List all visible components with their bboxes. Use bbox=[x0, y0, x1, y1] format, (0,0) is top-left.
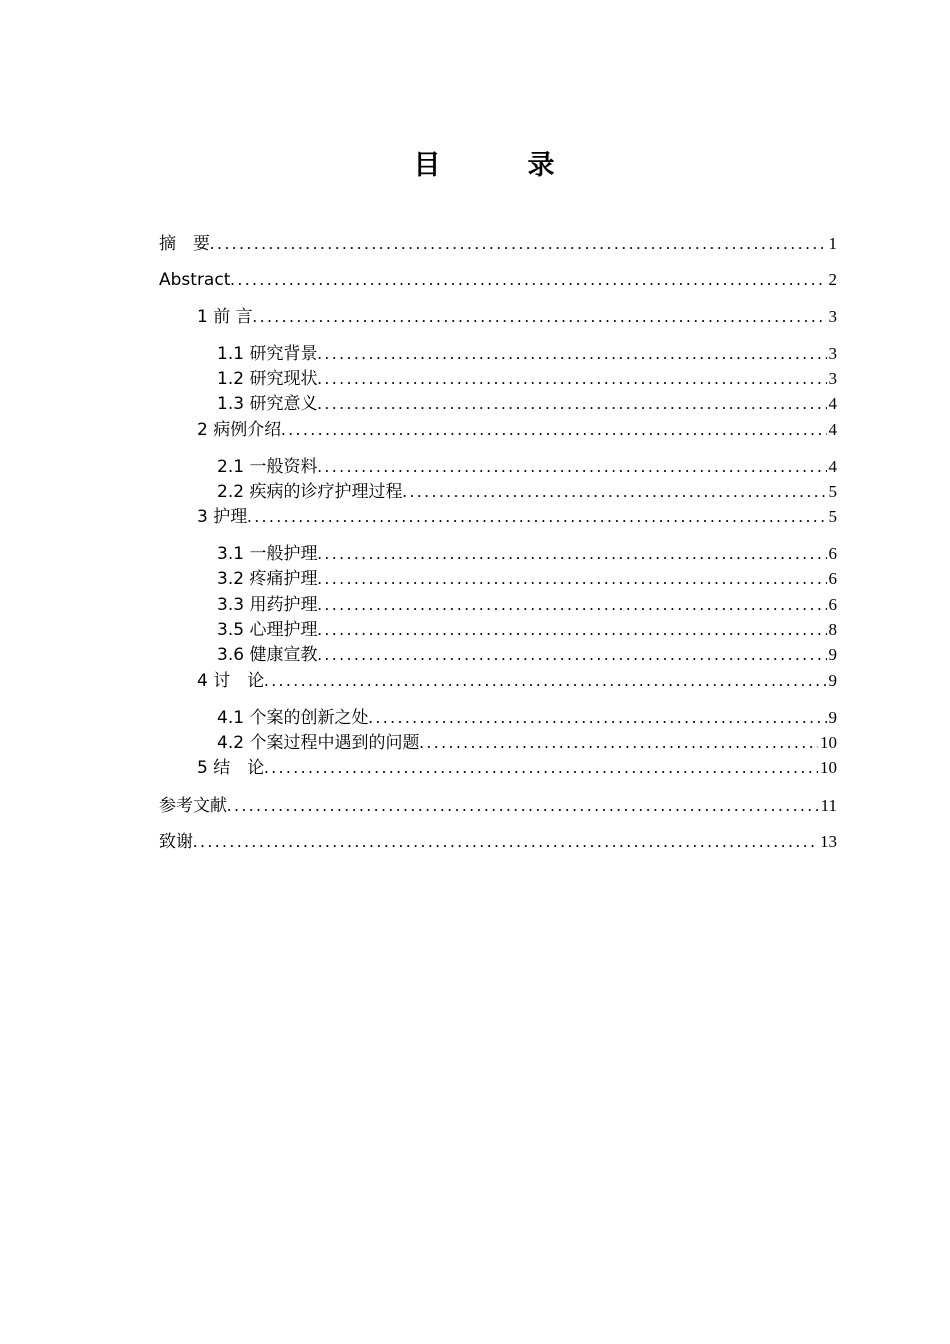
toc-entry-section-3-3[interactable] bbox=[217, 593, 837, 617]
toc-leader-dots bbox=[317, 618, 826, 642]
toc-entry-section-4-1[interactable] bbox=[217, 706, 837, 730]
toc-entry-label: 3.5 心理护理 bbox=[217, 620, 318, 640]
toc-entry-section-3-6[interactable] bbox=[217, 643, 837, 667]
toc-entry-section-3-1[interactable] bbox=[217, 542, 837, 566]
toc-entry-abstract-en[interactable] bbox=[159, 268, 837, 292]
toc-entry-acknowledgements[interactable] bbox=[159, 830, 837, 854]
toc-page-number: 3 bbox=[828, 307, 837, 326]
toc-page-number: 10 bbox=[820, 733, 837, 752]
toc-leader-dots bbox=[230, 268, 826, 292]
toc-entry-label: Abstract bbox=[159, 270, 231, 290]
toc-entry-label: 1 前 言 bbox=[197, 307, 253, 327]
toc-entry-label: 1.2 研究现状 bbox=[217, 369, 318, 389]
toc-page-number: 6 bbox=[828, 595, 837, 614]
toc-page-number: 9 bbox=[828, 645, 837, 664]
toc-entry-label: 致谢 bbox=[159, 832, 193, 852]
toc-entry-label: 5 结 论 bbox=[197, 758, 265, 778]
toc-leader-dots bbox=[368, 706, 826, 730]
toc-leader-dots bbox=[317, 455, 826, 479]
toc-leader-dots bbox=[227, 794, 819, 818]
toc-entry-label: 3 护理 bbox=[197, 507, 248, 527]
toc-entry-section-3-5[interactable] bbox=[217, 618, 837, 642]
toc-page-number: 10 bbox=[820, 758, 837, 777]
toc-entry-section-1-3[interactable] bbox=[217, 392, 837, 416]
toc-leader-dots bbox=[264, 669, 826, 693]
toc-leader-dots bbox=[317, 342, 826, 366]
toc-entry-label: 3.1 一般护理 bbox=[217, 544, 318, 564]
toc-entry-chapter-3[interactable] bbox=[197, 505, 837, 529]
toc-page-number: 2 bbox=[828, 270, 837, 289]
toc-entry-label: 1.3 研究意义 bbox=[217, 394, 318, 414]
toc-leader-dots bbox=[317, 643, 826, 667]
toc-entry-section-1-2[interactable] bbox=[217, 367, 837, 391]
toc-leader-dots bbox=[193, 830, 818, 854]
toc-leader-dots bbox=[317, 392, 826, 416]
toc-leader-dots bbox=[317, 542, 826, 566]
toc-leader-dots bbox=[247, 505, 826, 529]
toc-entry-section-1-1[interactable] bbox=[217, 342, 837, 366]
toc-entry-section-2-2[interactable] bbox=[217, 480, 837, 504]
toc-entry-label: 参考文献 bbox=[159, 796, 227, 816]
toc-page-number: 4 bbox=[828, 420, 837, 439]
toc-entry-label: 2.2 疾病的诊疗护理过程 bbox=[217, 482, 403, 502]
toc-leader-dots bbox=[419, 731, 818, 755]
toc-page-number: 13 bbox=[820, 832, 837, 851]
toc-entry-chapter-1[interactable] bbox=[197, 305, 837, 329]
toc-entry-label: 4 讨 论 bbox=[197, 671, 265, 691]
toc-entry-references[interactable] bbox=[159, 794, 837, 818]
toc-entry-label: 3.2 疼痛护理 bbox=[217, 569, 318, 589]
toc-page-number: 9 bbox=[828, 671, 837, 690]
toc-page-number: 5 bbox=[828, 507, 837, 526]
toc-page-number: 1 bbox=[828, 234, 837, 253]
toc-leader-dots bbox=[253, 305, 827, 329]
toc-page-number: 5 bbox=[828, 482, 837, 501]
toc-page-number: 4 bbox=[828, 457, 837, 476]
toc-leader-dots bbox=[317, 367, 826, 391]
toc-entry-chapter-5[interactable] bbox=[197, 756, 837, 780]
toc-entry-label: 3.6 健康宣教 bbox=[217, 645, 318, 665]
toc-leader-dots bbox=[210, 232, 827, 256]
page-title: 目 录 bbox=[413, 150, 585, 181]
toc-entry-section-3-2[interactable] bbox=[217, 567, 837, 591]
toc-entry-label: 摘 要 bbox=[159, 234, 210, 254]
toc-leader-dots bbox=[402, 480, 826, 504]
toc-entry-chapter-4[interactable] bbox=[197, 669, 837, 693]
toc-page-number: 9 bbox=[828, 708, 837, 727]
toc-leader-dots bbox=[281, 418, 826, 442]
toc-leader-dots bbox=[264, 756, 818, 780]
toc-entry-section-4-2[interactable] bbox=[217, 731, 837, 755]
toc-entry-abstract-cn[interactable] bbox=[159, 232, 837, 256]
toc-page-number: 3 bbox=[828, 369, 837, 388]
toc-page-number: 3 bbox=[828, 344, 837, 363]
toc-entry-label: 3.3 用药护理 bbox=[217, 595, 318, 615]
toc-entry-chapter-2[interactable] bbox=[197, 418, 837, 442]
toc-page-number: 8 bbox=[828, 620, 837, 639]
toc-entry-label: 4.1 个案的创新之处 bbox=[217, 708, 369, 728]
toc-entry-label: 1.1 研究背景 bbox=[217, 344, 318, 364]
toc-page-number: 11 bbox=[820, 796, 837, 815]
toc-entry-label: 2 病例介绍 bbox=[197, 420, 282, 440]
toc-leader-dots bbox=[317, 593, 826, 617]
toc-entry-section-2-1[interactable] bbox=[217, 455, 837, 479]
toc-page-number: 4 bbox=[828, 394, 837, 413]
toc-entry-label: 2.1 一般资料 bbox=[217, 457, 318, 477]
toc-page-number: 6 bbox=[828, 569, 837, 588]
toc-leader-dots bbox=[317, 567, 826, 591]
toc-page-number: 6 bbox=[828, 544, 837, 563]
toc-entry-label: 4.2 个案过程中遇到的问题 bbox=[217, 733, 420, 753]
